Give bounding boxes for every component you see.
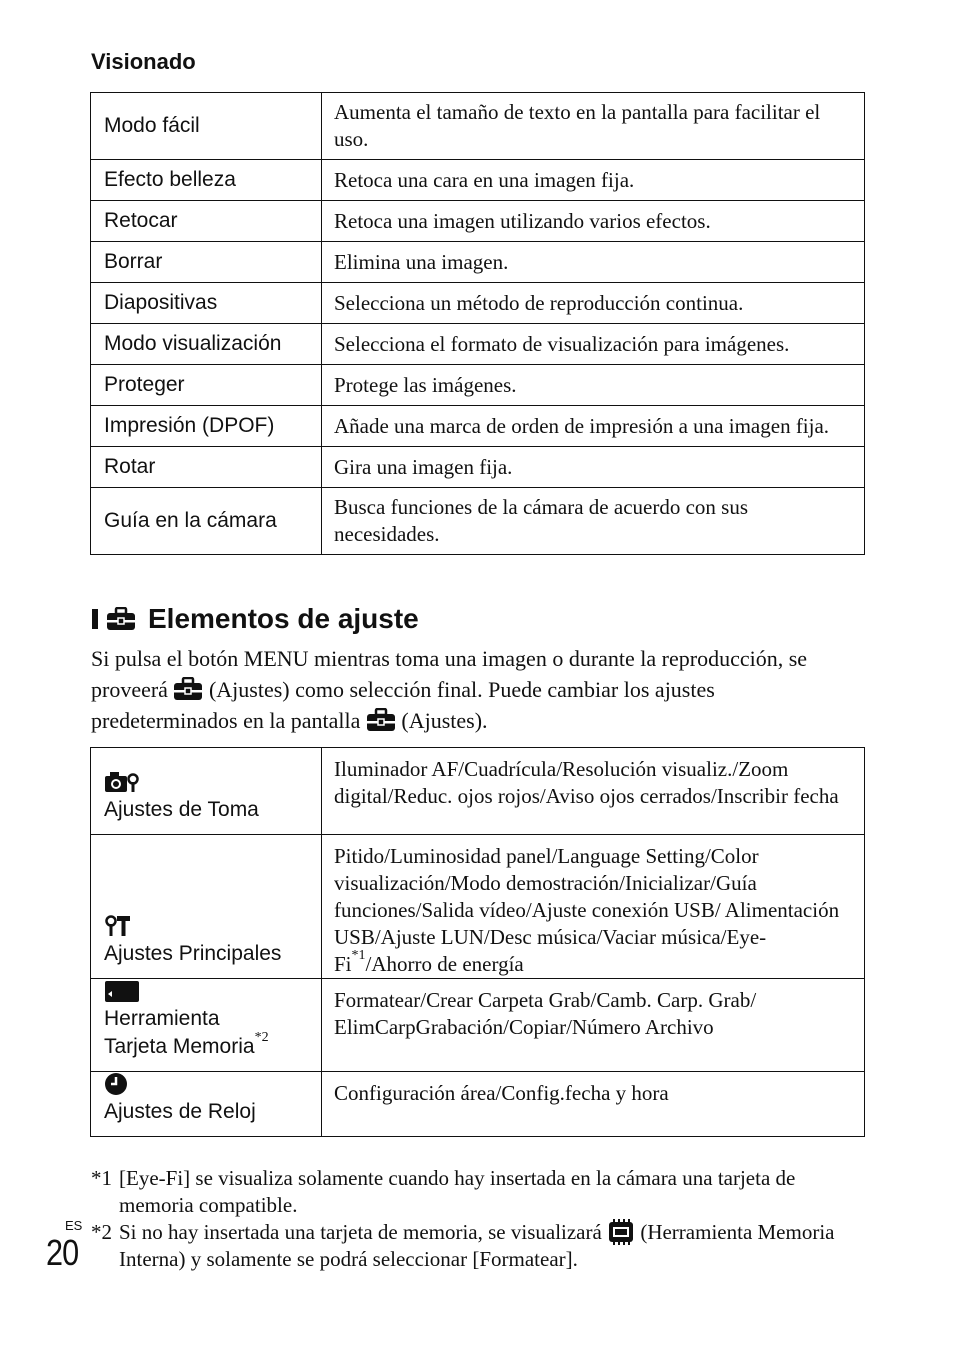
row-description: Protege las imágenes. <box>322 365 865 406</box>
toolbox-icon <box>106 607 136 631</box>
row-label: Retocar <box>91 201 322 242</box>
table-row <box>91 93 865 160</box>
footnote-text: Si no hay insertada una tarjeta de memoria, se visualizará <box>119 1220 602 1244</box>
row-label: Modo visualización <box>91 324 322 365</box>
row-description: Añade una marca de orden de impresión a una imagen fija. <box>322 406 865 447</box>
camera-settings-icon <box>104 770 140 794</box>
row-label: Guía en la cámara <box>91 488 322 555</box>
row-label: Ajustes de Toma <box>104 798 259 821</box>
row-label-cell <box>91 748 322 835</box>
page-number: 20 <box>46 1232 79 1273</box>
row-description: Retoca una cara en una imagen fija. <box>322 160 865 201</box>
row-label: Herramienta <box>104 1007 220 1030</box>
intro-paragraph <box>91 643 851 736</box>
table-row <box>91 447 865 488</box>
row-description: Aumenta el tamaño de texto en la pantalla para facilitar el uso. <box>322 93 865 160</box>
row-description: Retoca una imagen utilizando varios efectos. <box>322 201 865 242</box>
table-row <box>91 201 865 242</box>
page-language: ES <box>65 1218 83 1233</box>
internal-memory-icon <box>607 1219 635 1245</box>
footnote-text: (Herramienta Memoria Interna) y solamente se podrá seleccionar [Formatear]. <box>119 1220 835 1271</box>
row-label: Impresión (DPOF) <box>91 406 322 447</box>
table-row <box>91 835 865 979</box>
intro-text-3: (Ajustes). <box>401 708 488 733</box>
intro-text-1: Si pulsa el botón MENU mientras toma una imagen o durante la reproducción, se proveerá <box>91 646 808 702</box>
row-description: Selecciona un método de reproducción continua. <box>322 283 865 324</box>
row-description: Elimina una imagen. <box>322 242 865 283</box>
row-description: Selecciona el formato de visualización para imágenes. <box>322 324 865 365</box>
footnote-mark: *1 <box>91 1166 112 1190</box>
row-label: Tarjeta Memoria <box>104 1035 255 1058</box>
row-description <box>322 835 865 979</box>
row-label: Diapositivas <box>91 283 322 324</box>
wrench-tools-icon <box>104 914 132 938</box>
row-description: Formatear/Crear Carpeta Grab/Camb. Carp. Grab/ ElimCarpGrabación/Copiar/Número Archivo <box>322 979 865 1072</box>
row-description: Gira una imagen fija. <box>322 447 865 488</box>
row-label: Efecto belleza <box>91 160 322 201</box>
table-row <box>91 1072 865 1137</box>
row-label-cell <box>91 1072 322 1137</box>
row-label: Borrar <box>91 242 322 283</box>
heading-bar <box>92 609 98 629</box>
row-label: Ajustes Principales <box>104 942 282 965</box>
footnote-2 <box>91 1219 851 1273</box>
footnote-1 <box>91 1165 851 1219</box>
footnote-text-block <box>119 1219 851 1273</box>
row-label-cell <box>91 979 322 1072</box>
footnote-ref: *1 <box>351 948 366 963</box>
table-row <box>91 160 865 201</box>
settings-heading <box>92 603 419 635</box>
table-row <box>91 748 865 835</box>
table-row <box>91 406 865 447</box>
row-description: Configuración área/Config.fecha y hora <box>322 1072 865 1137</box>
row-description: Iluminador AF/Cuadrícula/Resolución visualiz./Zoom digital/Reduc. ojos rojos/Aviso ojos cerrados/Inscribir fecha <box>322 748 865 835</box>
row-label: Ajustes de Reloj <box>104 1100 256 1123</box>
row-description: Busca funciones de la cámara de acuerdo con sus necesidades. <box>322 488 865 555</box>
intro-text-2: (Ajustes) como selección final. Puede cambiar los ajustes predeterminados en la pantalla <box>91 677 715 733</box>
row-label: Proteger <box>91 365 322 406</box>
toolbox-icon <box>366 708 396 732</box>
table-row <box>91 979 865 1072</box>
clock-icon <box>104 1072 130 1096</box>
settings-table <box>90 747 865 1137</box>
memory-card-icon <box>104 979 140 1003</box>
row-description-text: /Ahorro de energía <box>365 952 524 976</box>
section-title: Visionado <box>91 49 196 74</box>
row-description-text: Pitido/Luminosidad panel/Language Setting/Color visualización/Modo demostración/Inicializar/Guía funciones/Salida vídeo/Ajuste conexión USB/ Alimentación USB/Ajuste LUN/Desc música/Vaciar música/Eye-Fi <box>334 844 840 976</box>
row-label: Modo fácil <box>91 93 322 160</box>
settings-title: Elementos de ajuste <box>148 603 419 634</box>
table-row <box>91 365 865 406</box>
table-row <box>91 324 865 365</box>
table-row <box>91 242 865 283</box>
row-label: Rotar <box>91 447 322 488</box>
row-label-cell <box>91 835 322 979</box>
footnote-text: [Eye-Fi] se visualiza solamente cuando hay insertada en la cámara una tarjeta de memoria compatible. <box>119 1166 796 1217</box>
toolbox-icon <box>173 677 203 701</box>
footnote-mark: *2 <box>91 1220 112 1244</box>
table-row <box>91 283 865 324</box>
viewing-table <box>90 92 865 555</box>
table-row <box>91 488 865 555</box>
footnote-ref: *2 <box>254 1030 269 1045</box>
